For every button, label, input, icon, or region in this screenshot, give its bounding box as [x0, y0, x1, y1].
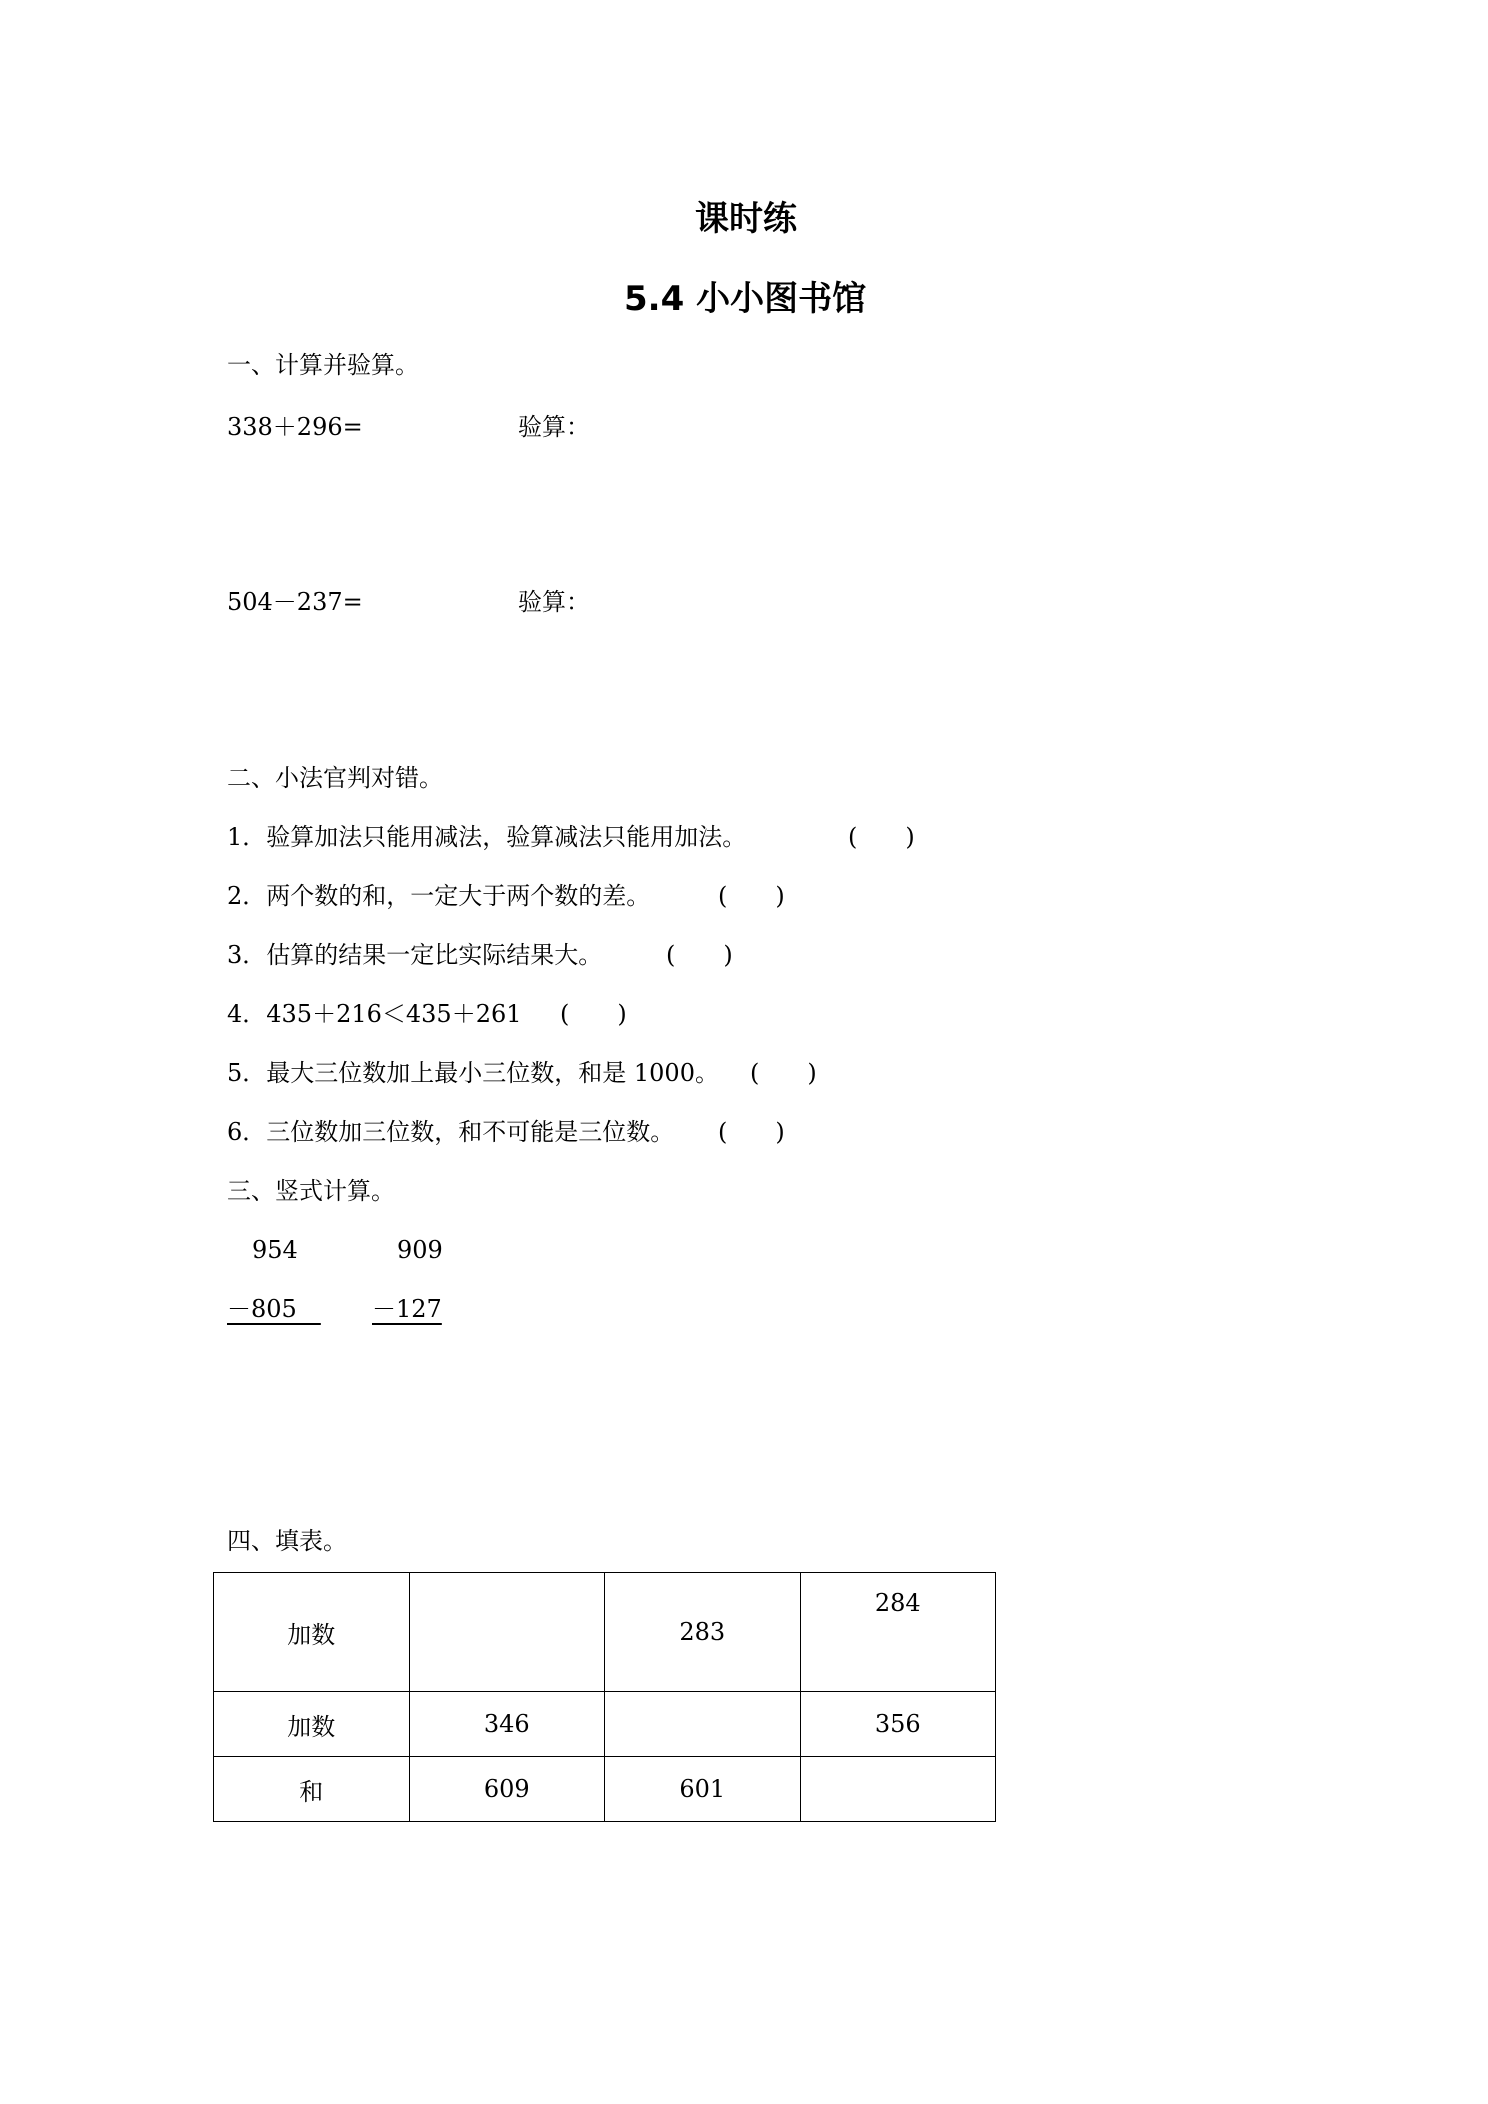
row-label-sum: 和: [214, 1757, 410, 1822]
judgement-item-2: [227, 881, 650, 911]
vertical-problem-2-bottom: －127: [372, 1295, 442, 1323]
table-cell: 356: [800, 1692, 996, 1757]
judgement-item-5-blank: ( ): [750, 1059, 817, 1087]
row-label-addend-1: 加数: [214, 1573, 410, 1692]
judgement-item-5: [227, 1058, 719, 1088]
row-label-addend-2: 加数: [214, 1692, 410, 1757]
table-cell: 601: [605, 1757, 801, 1822]
judgement-item-1-blank: ( ): [848, 823, 915, 851]
problem-2-check-label: 验算：: [518, 588, 590, 616]
section-3-heading: 三、竖式计算。: [227, 1177, 395, 1205]
judgement-item-6-text: 6．三位数加三位数，和不可能是三位数。: [227, 1118, 675, 1146]
table-cell: 346: [409, 1692, 605, 1757]
judgement-item-6-blank: ( ): [718, 1118, 785, 1146]
section-2-heading: 二、小法官判对错。: [227, 764, 443, 792]
page-title: 课时练: [695, 199, 797, 239]
judgement-item-5-text: 5．最大三位数加上最小三位数，和是 1000。: [227, 1059, 719, 1087]
table-cell-blank[interactable]: [800, 1757, 996, 1822]
table-cell-value: 284: [874, 1589, 921, 1617]
problem-1-check-label: 验算：: [518, 413, 590, 441]
judgement-item-3-text: 3．估算的结果一定比实际结果大。: [227, 941, 603, 969]
table-cell: 609: [409, 1757, 605, 1822]
judgement-item-2-blank: ( ): [718, 882, 785, 910]
judgement-item-4: [227, 999, 522, 1029]
judgement-item-6: [227, 1117, 674, 1147]
table-row: [214, 1573, 996, 1692]
table-row: [214, 1692, 996, 1757]
judgement-item-1: [227, 822, 746, 852]
vertical-problem-1-top: 954: [252, 1236, 298, 1264]
judgement-item-4-blank: ( ): [560, 1000, 627, 1028]
section-4-heading: 四、填表。: [227, 1527, 347, 1555]
table-cell: [800, 1573, 996, 1692]
judgement-item-1-text: 1．验算加法只能用减法，验算减法只能用加法。: [227, 823, 747, 851]
table-row: [214, 1757, 996, 1822]
judgement-item-2-text: 2．两个数的和，一定大于两个数的差。: [227, 882, 651, 910]
fill-in-table: [213, 1572, 996, 1822]
table-cell-blank[interactable]: [409, 1573, 605, 1692]
lesson-subtitle: 5.4 小小图书馆: [624, 279, 867, 319]
table-cell-blank[interactable]: [605, 1692, 801, 1757]
problem-1-expression: 338＋296=: [227, 413, 363, 441]
table-cell: 283: [605, 1573, 801, 1692]
vertical-problem-2-top: 909: [397, 1236, 443, 1264]
judgement-item-3-blank: ( ): [666, 941, 733, 969]
vertical-problem-1-bottom: －805: [227, 1295, 321, 1323]
judgement-item-3: [227, 940, 602, 970]
judgement-item-4-text: 4．435＋216＜435＋261: [227, 1000, 522, 1028]
problem-2-expression: 504－237=: [227, 588, 363, 616]
section-1-heading: 一、计算并验算。: [227, 351, 419, 379]
